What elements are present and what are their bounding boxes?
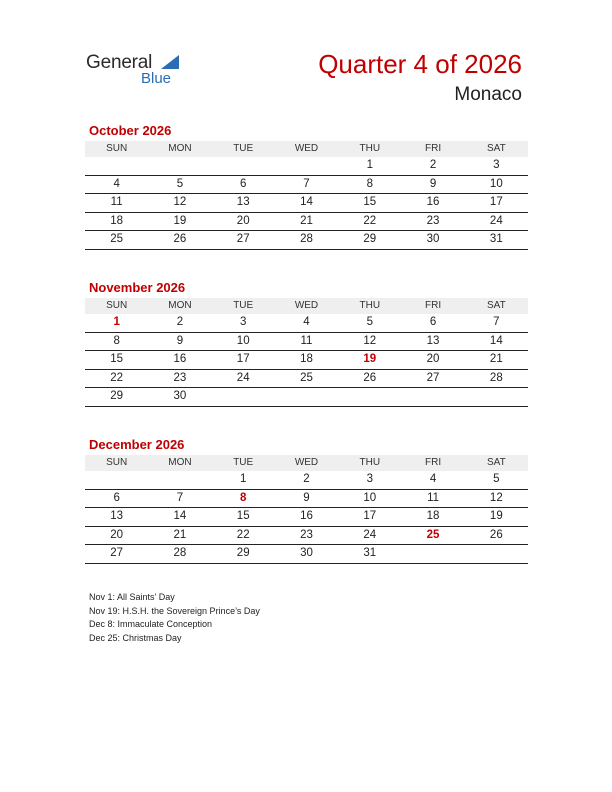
day-cell: 9 <box>303 491 310 504</box>
day-cell: 24 <box>236 371 250 384</box>
day-cell: 29 <box>363 233 377 245</box>
weekday-label: FRI <box>424 300 442 311</box>
day-cell: 5 <box>176 177 184 190</box>
day-cell: 13 <box>236 196 250 208</box>
weekday-label: SUN <box>106 457 128 468</box>
weekday-label: MON <box>168 143 192 154</box>
weekday-label: TUE <box>233 143 254 154</box>
day-cell: 3 <box>493 159 500 171</box>
day-cell: 19 <box>363 353 377 365</box>
day-cell: 13 <box>426 334 440 347</box>
day-cell: 1 <box>113 316 120 328</box>
empty-day-cell <box>465 545 528 563</box>
day-cell: 25 <box>110 233 124 245</box>
day-cell: 28 <box>300 233 313 245</box>
empty-day-cell <box>401 388 464 406</box>
day-cell: 31 <box>363 547 377 559</box>
country-name: Monaco <box>454 84 522 105</box>
day-cell: 16 <box>426 196 440 208</box>
day-cell: 14 <box>300 196 313 208</box>
day-cell: 21 <box>489 353 503 365</box>
day-cell: 21 <box>300 214 313 227</box>
day-cell: 10 <box>489 177 503 190</box>
weekday-label: TUE <box>233 300 254 311</box>
day-cell: 23 <box>173 371 187 384</box>
day-cell: 5 <box>366 316 373 328</box>
empty-day-cell <box>338 388 401 406</box>
empty-day-cell <box>212 157 275 175</box>
empty-day-cell <box>212 388 275 406</box>
holiday-note: Nov 19: H.S.H. the Sovereign Prince’s Day <box>89 605 260 616</box>
day-cell: 24 <box>363 528 377 541</box>
day-cell: 6 <box>240 177 247 190</box>
day-cell: 18 <box>300 353 313 365</box>
day-cell: 11 <box>427 491 440 504</box>
weekday-label: FRI <box>424 143 442 154</box>
day-cell: 13 <box>110 510 124 522</box>
day-cell: 23 <box>300 528 313 541</box>
day-cell: 16 <box>173 353 187 365</box>
weekday-label: SAT <box>486 457 506 468</box>
week-row <box>85 351 528 370</box>
month-title: October 2026 <box>89 123 172 138</box>
day-cell: 16 <box>300 510 313 522</box>
day-cell: 28 <box>489 371 503 384</box>
day-cell: 3 <box>240 316 247 328</box>
day-cell: 7 <box>303 177 310 190</box>
day-cell: 26 <box>363 371 377 384</box>
day-cell: 6 <box>113 491 120 504</box>
weekday-label: FRI <box>424 457 442 468</box>
weekday-label: WED <box>294 300 319 311</box>
day-cell: 31 <box>489 233 503 245</box>
day-cell: 23 <box>426 214 440 227</box>
day-cell: 9 <box>176 334 184 347</box>
week-row <box>85 490 528 509</box>
day-cell: 19 <box>173 214 187 227</box>
day-cell: 20 <box>236 214 250 227</box>
day-cell: 11 <box>300 334 313 347</box>
day-cell: 19 <box>489 510 503 522</box>
holiday-notes <box>89 591 260 645</box>
day-cell: 4 <box>113 177 120 190</box>
day-cell: 4 <box>429 473 437 485</box>
empty-day-cell <box>148 471 211 489</box>
week-row <box>85 508 528 527</box>
day-cell: 21 <box>173 528 187 541</box>
day-cell: 1 <box>366 159 373 171</box>
weekday-label: WED <box>294 143 319 154</box>
day-cell: 20 <box>110 528 124 541</box>
day-cell: 3 <box>366 473 373 485</box>
day-cell: 25 <box>300 371 313 384</box>
weekday-label: THU <box>359 143 381 154</box>
week-row <box>85 231 528 250</box>
day-cell: 24 <box>489 214 503 227</box>
day-cell: 7 <box>176 491 184 504</box>
day-cell: 14 <box>489 334 503 347</box>
holiday-note: Dec 8: Immaculate Conception <box>89 619 213 629</box>
day-cell: 1 <box>240 473 247 485</box>
page-title: Quarter 4 of 2026 <box>318 49 522 79</box>
day-cell: 30 <box>426 233 440 245</box>
day-cell: 5 <box>493 473 500 485</box>
empty-day-cell <box>465 388 528 406</box>
day-cell: 22 <box>363 214 377 227</box>
month-title: November 2026 <box>89 280 186 295</box>
day-cell: 26 <box>489 528 503 541</box>
day-cell: 2 <box>429 159 437 171</box>
weekday-header <box>85 141 528 157</box>
day-cell: 12 <box>173 196 187 208</box>
day-cell: 15 <box>110 353 124 365</box>
day-cell: 8 <box>366 177 373 190</box>
day-cell: 8 <box>113 334 120 347</box>
empty-day-cell <box>85 471 148 489</box>
day-cell: 29 <box>236 547 250 559</box>
day-cell: 11 <box>110 196 123 208</box>
empty-day-cell <box>275 388 338 406</box>
week-row <box>85 314 528 333</box>
day-cell: 12 <box>489 491 503 504</box>
weekday-label: THU <box>359 300 381 311</box>
logo-text-blue: Blue <box>141 70 172 87</box>
weekday-header <box>85 455 528 471</box>
day-cell: 30 <box>300 547 313 559</box>
weekday-label: WED <box>294 457 319 468</box>
day-cell: 27 <box>426 371 440 384</box>
day-cell: 28 <box>173 547 187 559</box>
week-row <box>85 388 528 407</box>
weekday-label: MON <box>168 300 192 311</box>
weekday-label: SAT <box>486 300 506 311</box>
day-cell: 4 <box>303 316 310 328</box>
week-row <box>85 333 528 352</box>
day-cell: 17 <box>489 196 503 208</box>
day-cell: 25 <box>426 528 440 541</box>
day-cell: 6 <box>429 316 437 328</box>
holiday-note: Dec 25: Christmas Day <box>89 632 182 643</box>
weekday-label: THU <box>359 457 381 468</box>
empty-day-cell <box>275 157 338 175</box>
day-cell: 7 <box>493 316 500 328</box>
month-title: December 2026 <box>89 437 185 452</box>
day-cell: 29 <box>110 390 124 402</box>
logo <box>86 50 196 90</box>
day-cell: 15 <box>236 510 250 522</box>
weekday-label: TUE <box>233 457 254 468</box>
logo-text-general: General <box>86 52 153 73</box>
day-cell: 17 <box>236 353 250 365</box>
day-cell: 10 <box>363 491 377 504</box>
day-cell: 18 <box>110 214 124 227</box>
week-row <box>85 194 528 213</box>
holiday-note: Nov 1: All Saints’ Day <box>89 592 175 602</box>
empty-day-cell <box>401 545 464 563</box>
week-row <box>85 157 528 176</box>
day-cell: 10 <box>236 334 250 347</box>
weekday-header <box>85 298 528 314</box>
week-row <box>85 176 528 195</box>
day-cell: 17 <box>363 510 377 522</box>
day-cell: 2 <box>303 473 310 485</box>
weekday-label: SAT <box>486 143 506 154</box>
month-calendar <box>85 436 528 564</box>
day-cell: 9 <box>429 177 437 190</box>
day-cell: 27 <box>110 547 124 559</box>
empty-day-cell <box>85 157 148 175</box>
day-cell: 8 <box>240 491 247 504</box>
day-cell: 22 <box>236 528 250 541</box>
month-calendar <box>85 279 528 407</box>
logo-triangle-icon <box>161 55 179 69</box>
day-cell: 20 <box>426 353 440 365</box>
day-cell: 26 <box>173 233 187 245</box>
weekday-label: SUN <box>106 300 128 311</box>
week-row <box>85 527 528 546</box>
day-cell: 15 <box>363 196 377 208</box>
day-cell: 12 <box>363 334 377 347</box>
month-calendar <box>85 122 528 250</box>
day-cell: 18 <box>426 510 440 522</box>
empty-day-cell <box>148 157 211 175</box>
weekday-label: SUN <box>106 143 128 154</box>
weekday-label: MON <box>168 457 192 468</box>
week-row <box>85 471 528 490</box>
day-cell: 2 <box>176 316 184 328</box>
day-cell: 27 <box>236 233 250 245</box>
day-cell: 22 <box>110 371 124 384</box>
day-cell: 14 <box>173 510 187 522</box>
week-row <box>85 213 528 232</box>
week-row <box>85 370 528 389</box>
week-row <box>85 545 528 564</box>
day-cell: 30 <box>173 390 187 402</box>
